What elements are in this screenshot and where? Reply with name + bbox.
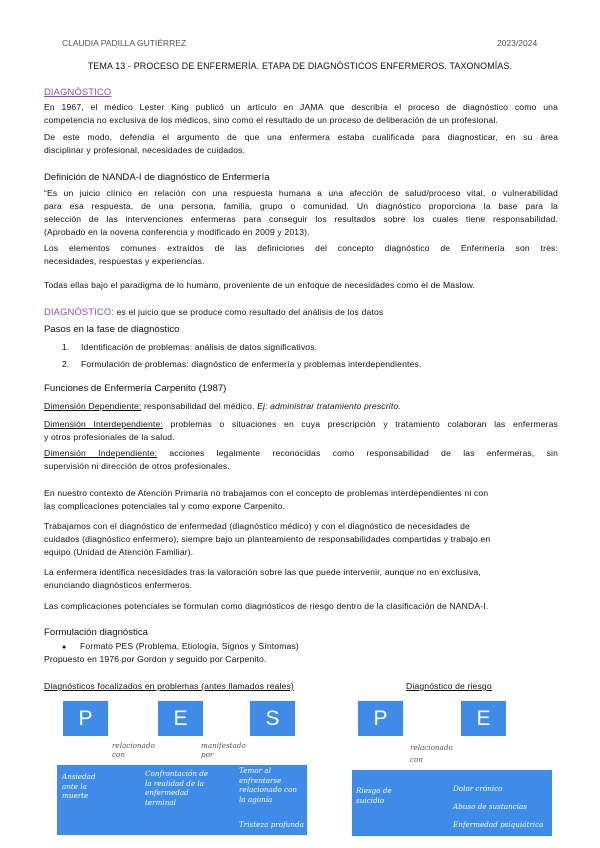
dimension-label: Dimensión Interdependiente: [44, 419, 163, 429]
diagnostico-text: es el juicio que se produce como resultado del análisis de los datos [114, 307, 384, 317]
formato-bullet-item [62, 640, 299, 654]
bullet-icon: ● [62, 644, 67, 651]
example-note: Confrontación de la realidad de la enfermedad terminal [145, 769, 209, 807]
pasos-heading: Pasos en la fase de diagnóstico [44, 324, 180, 335]
text-line: para esa respuesta, de una persona, familia, grupo o comunidad. Un diagnóstico proporciona la base para la [44, 201, 558, 211]
dimension-dependiente [44, 400, 401, 413]
example-note: Abuso de sustancias [453, 802, 527, 811]
list-number: 2. [62, 359, 70, 369]
text-line: y otros profesionales de la salud. [44, 432, 175, 442]
dimension-text: problemas o situaciones en cuya prescripción y tratamiento colaboran las enfermeras [162, 419, 558, 429]
text-line: competencia no exclusiva de los médicos, sino como el resultado de un proceso de deliberación de un profesional. [44, 115, 498, 125]
example-note: Enfermedad psiquiátrica [453, 820, 544, 829]
page-title: TEMA 13 - PROCESO DE ENFERMERÍA. ETAPA DE DIAGNÓSTICOS ENFERMEROS. TAXONOMÍAS. [87, 61, 513, 71]
handwritten-relacionado-con: relacionado con [112, 741, 155, 759]
list-item [62, 358, 421, 371]
text-line: equipo (Unidad de Atención Familiar). [44, 547, 194, 557]
contexto-paragraph [44, 487, 558, 513]
dimension-example: Ej: administrar tratamiento prescrito. [257, 401, 401, 411]
dimension-text: acciones legalmente reconocidas como responsabilidad de las enfermeras, sin [157, 448, 559, 458]
risk-box-e: E [461, 701, 506, 736]
paradigm-text: Todas ellas bajo el paradigma de lo humano, proveniente de un enfoque de necesidades como el de Maslow. [44, 280, 476, 290]
diagram-left-title: Diagnósticos focalizados en problemas (antes llamados reales) [44, 681, 294, 691]
academic-year: 2023/2024 [497, 38, 538, 48]
dimension-label: Dimensión Independiente: [44, 448, 158, 458]
example-note: Dolor crónico [453, 784, 503, 793]
handwritten-manifestado-por: manifestado por [201, 741, 246, 759]
text-line: Los elementos comunes extraídos de las definiciones del concepto diagnóstico de Enfermería son tres: [44, 243, 558, 253]
handwritten-relacionado-con-risk: relacionado con [410, 743, 453, 764]
text-line: En nuestro contexto de Atención Primaria no trabajamos con el concepto de problemas interdependientes ni con [44, 488, 489, 498]
text-line: selección de las intervenciones enfermeras para conseguir los resultados sobre los cuales tiene responsabilidad. [44, 214, 558, 224]
dimension-text: responsabilidad del médico. [141, 401, 258, 411]
text-line: las complicaciones potenciales tal y como expone Carpenito. [44, 501, 286, 511]
propuesto-text: Propuesto en 1976 por Gordon y seguido por Carpenito. [44, 654, 267, 664]
pasos-list [62, 341, 421, 371]
list-text: Identificación de problemas: análisis de datos significativos. [81, 342, 318, 352]
list-text: Formulación de problemas: diagnóstico de enfermería y problemas interdependientes. [81, 359, 422, 369]
nanda-definition [44, 187, 558, 268]
text-line [44, 447, 558, 460]
example-note: Ansiedad ante la muerte [62, 772, 96, 800]
section-heading-diagnostico: DIAGNÓSTICO [44, 86, 112, 97]
formato-text: Formato PES (Problema, Etiología, Signos y Síntomas) [80, 641, 299, 651]
diagnostico-definition [44, 305, 383, 319]
text-line: supervisión ni dirección de otros profesionales. [44, 461, 230, 471]
pes-box-e: E [158, 701, 203, 736]
trabajamos-paragraph [44, 520, 558, 559]
complicaciones-text: Las complicaciones potenciales se formulan como diagnósticos de riesgo dentro de la clasificación de NANDA-I. [44, 601, 489, 611]
diagram-right-title: Diagnóstico de riesgo [406, 681, 492, 691]
risk-box-p: P [358, 701, 403, 736]
intro-paragraph [44, 101, 558, 157]
example-note: Riesgo de suicidio [356, 786, 392, 805]
text-line: enunciando diagnósticos enfermeros. [44, 580, 193, 590]
text-line: disciplinar y profesional, necesidades de cuidados. [44, 145, 246, 155]
text-line: La enfermera identifica necesidades tras la valoración sobre las que puede intervenir, aunque no en exclusiva, [44, 567, 481, 577]
dimension-independiente [44, 447, 558, 473]
enfermera-paragraph [44, 566, 558, 592]
example-note: Tristeza profunda [239, 820, 304, 829]
text-line: cuidados (diagnóstico enfermero), siempre bajo un planteamiento de responsabilidades compartidas y trabajo en [44, 534, 491, 544]
text-line: Trabajamos con el diagnóstico de enfermedad (diagnóstico médico) y con el diagnóstico de necesidades de [44, 521, 470, 531]
text-line: En 1967, el médico Lester King publicó un artículo en JAMA que describía el proceso de diagnóstico como una [44, 102, 558, 112]
author-name: CLAUDIA PADILLA GUTIÉRREZ [62, 38, 187, 48]
list-number: 1. [62, 342, 70, 352]
text-line: “Es un juicio clínico en relación con una respuesta humana a una afección de salud/proceso vital, o vulnerabilidad [44, 188, 558, 198]
funciones-heading: Funciones de Enfermería Carpenito (1987) [44, 383, 227, 394]
pes-box-p: P [63, 701, 108, 736]
diagnostico-label: DIAGNÓSTICO: [44, 306, 115, 317]
dimension-label: Dimensión Dependiente: [44, 401, 142, 411]
example-note: Temor al enfrentarse relacionado con la agonía [239, 766, 298, 804]
text-line [44, 418, 558, 431]
text-line: De este modo, defendía el argumento de que una enfermera estaba cualificada para diagnosticar, en su área [44, 132, 558, 142]
text-line: (Aprobado en la novena conferencia y modificado en 2009 y 2013). [44, 227, 310, 237]
pes-box-s: S [250, 701, 295, 736]
text-line: necesidades, respuestas y experiencias. [44, 256, 205, 266]
formulacion-heading: Formulación diagnóstica [44, 627, 148, 638]
list-item [62, 341, 421, 354]
dimension-interdependiente [44, 418, 558, 444]
nanda-heading: Definición de NANDA-I de diagnóstico de Enfermería [44, 172, 270, 183]
